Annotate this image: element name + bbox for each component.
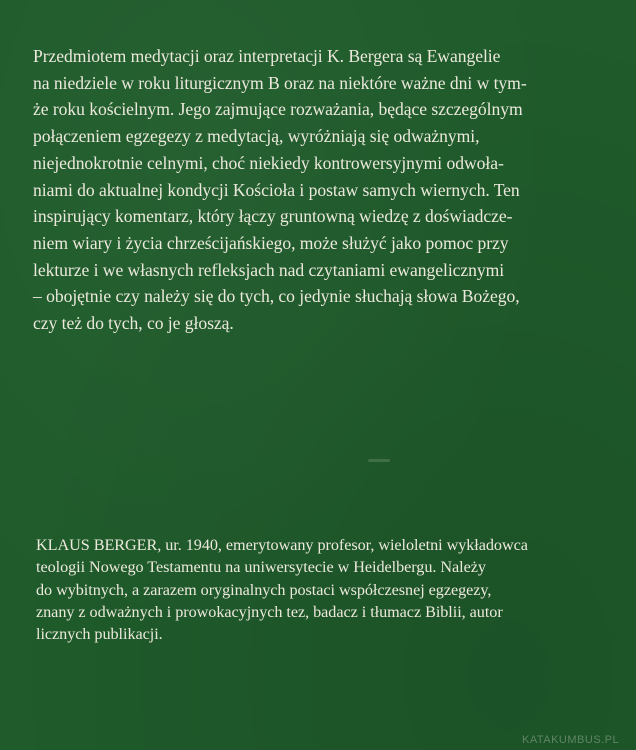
description-line: Przedmiotem medytacji oraz interpretacji K. Bergera są Ewangelie [33, 46, 501, 66]
description-line: lekturze i we własnych refleksjach nad czytaniami ewangelicznymi [33, 259, 505, 280]
author-bio-line: do wybitnych, a zarazem oryginalnych postaci współczesnej egzegezy, [36, 580, 492, 599]
description-line: – obojętnie czy należy się do tych, co jedynie słuchają słowa Bożego, [33, 286, 520, 307]
author-bio-line: KLAUS BERGER, ur. 1940, emerytowany profesor, wieloletni wykładowca [36, 536, 528, 554]
description-line: na niedziele w roku liturgicznym B oraz na niektóre ważne dni w tym- [33, 72, 527, 93]
author-bio-line: teologii Nowego Testamentu na uniwersytecie w Heidelbergu. Należy [36, 558, 486, 577]
author-bio-paragraph [36, 534, 528, 645]
description-line: połączeniem egzegezy z medytacją, wyróżniają się odważnymi, [33, 126, 480, 147]
print-smudge [368, 459, 390, 462]
description-line: inspirujący komentarz, który łączy gruntowną wiedzę z doświadcze- [33, 206, 513, 227]
description-line: niami do aktualnej kondycji Kościoła i postaw samych wiernych. Ten [33, 179, 520, 200]
author-bio-line: licznych publikacji. [36, 625, 163, 644]
watermark: KATAKUMBUS.PL [522, 734, 620, 746]
author-bio-line: znany z odważnych i prowokacyjnych tez, badacz i tłumacz Biblii, autor [36, 602, 503, 621]
description-line: niejednokrotnie celnymi, choć niekiedy kontrowersyjnymi odwoła- [33, 152, 504, 173]
description-line: że roku kościelnym. Jego zajmujące rozważania, będące szczególnym [33, 99, 523, 120]
description-paragraph [33, 43, 527, 337]
description-line: czy też do tych, co je głoszą. [33, 313, 234, 334]
description-line: niem wiary i życia chrześcijańskiego, może służyć jako pomoc przy [33, 232, 509, 253]
